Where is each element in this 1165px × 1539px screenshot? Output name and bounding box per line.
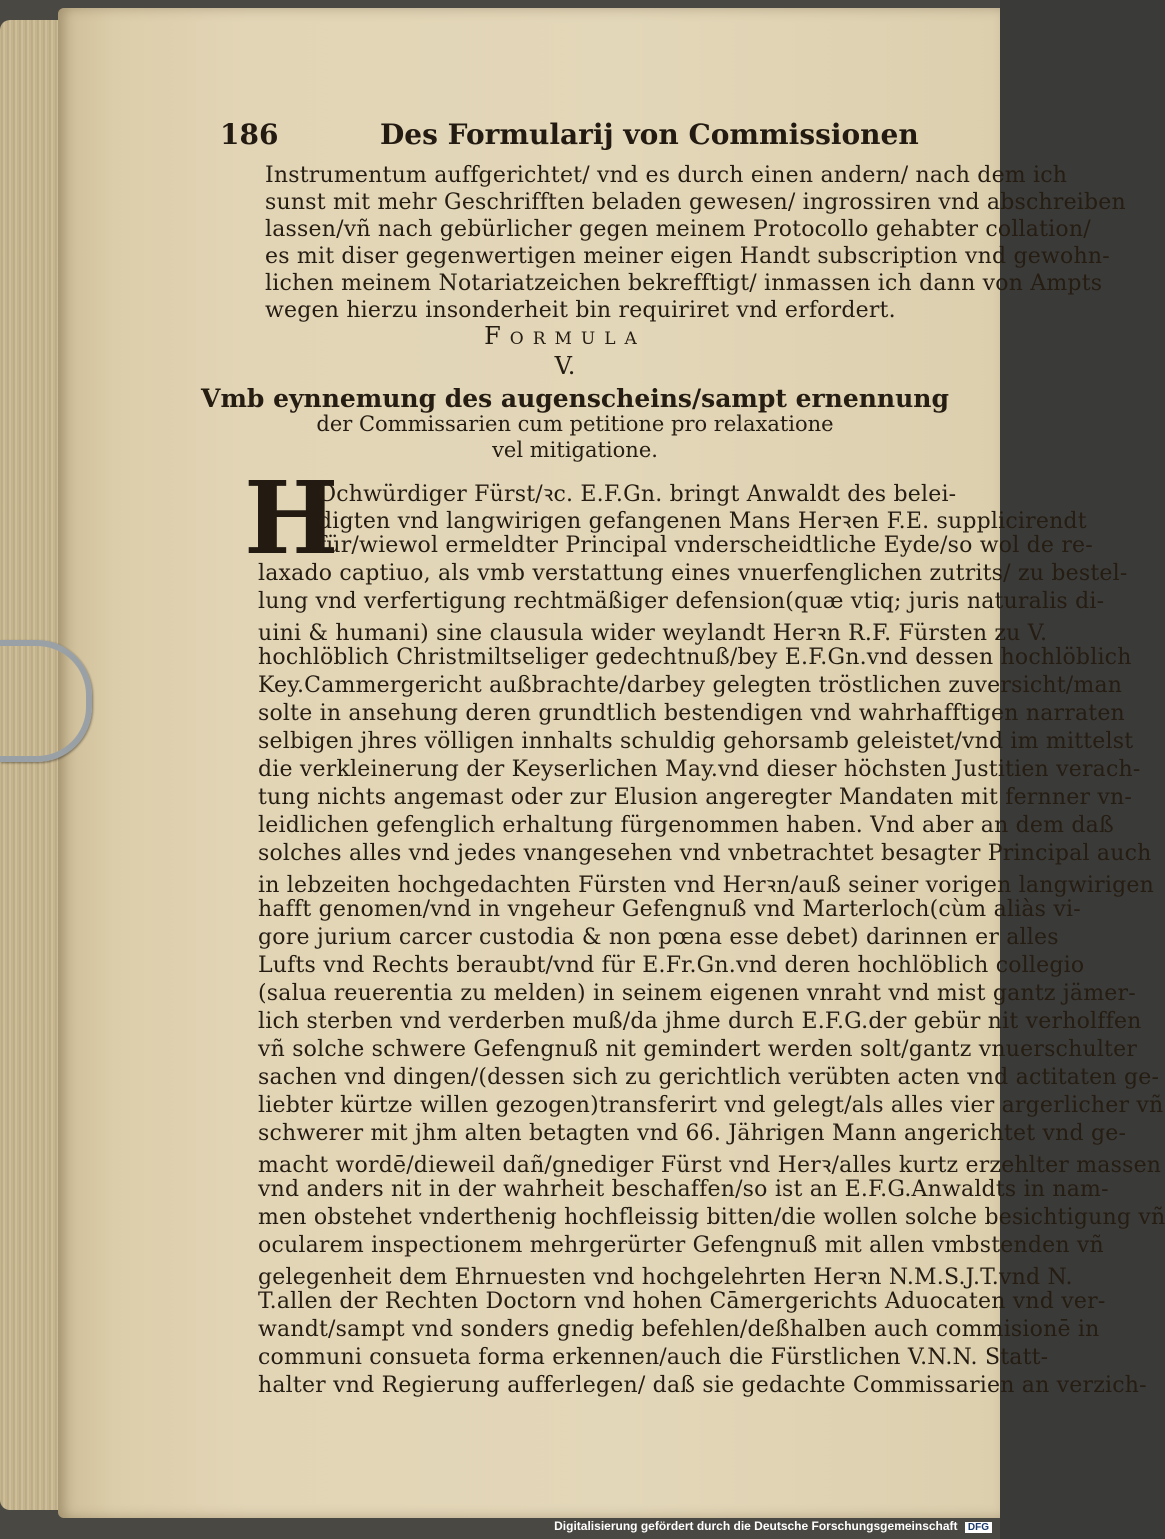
text-line: lassen/vñ nach gebürlicher gegen meinem Protocollo gehabter collation/ xyxy=(265,217,1091,242)
dfg-logo: DFG xyxy=(965,1522,992,1533)
text-line: solte in ansehung deren grundtlich bestendigen vnd wahrhafftigen narraten xyxy=(258,701,1125,726)
text-line: gelegenheit dem Ehrnuesten vnd hochgelehrten Herꝛn N.M.S.J.T.vnd N. xyxy=(258,1265,1073,1290)
text-line: sachen vnd dingen/(dessen sich zu gerichtlich verübten acten vnd actitaten ge- xyxy=(258,1065,1160,1090)
section-title-line: der Commissarien cum petitione pro relaxatione xyxy=(316,412,834,436)
text-line: wegen hierzu insonderheit bin requiriret vnd erfordert. xyxy=(265,298,896,323)
text-line: gore jurium carcer custodia & non pœna esse debet) darinnen er alles xyxy=(258,925,1059,950)
text-line: laxado captiuo, als vmb verstattung eines vnuerfenglichen zutrits/ zu bestel- xyxy=(258,561,1128,586)
text-line: wandt/sampt vnd sonders gnedig befehlen/deßhalben auch commisionē in xyxy=(258,1317,1100,1342)
text-line: men obstehet vnderthenig hochfleissig bitten/die wollen solche besichtigung vñ xyxy=(258,1205,1165,1230)
text-line: es mit diser gegenwertigen meiner eigen Handt subscription vnd gewohn- xyxy=(265,244,1110,269)
text-line: selbigen jhres völligen innhalts schuldig gehorsamb geleistet/vnd im mittelst xyxy=(258,729,1134,754)
text-line: solches alles vnd jedes vnangesehen vnd vnbetrachtet besagter Principal auch xyxy=(258,841,1152,866)
text-line: Lufts vnd Rechts beraubt/vnd für E.Fr.Gn.vnd deren hochlöblich collegio xyxy=(258,953,1085,978)
text-line: tung nichts angemast oder zur Elusion angeregter Mandaten mit fernner vn- xyxy=(258,785,1133,810)
text-line: lichen meinem Notariatzeichen bekrefftigt/ inmassen ich dann von Ampts xyxy=(265,271,1103,296)
text-line: digten vnd langwirigen gefangenen Mans Herꝛen F.E. supplicirendt xyxy=(318,509,1087,534)
text-line: halter vnd Regierung aufferlegen/ daß sie gedachte Commissarien an verzich- xyxy=(258,1373,1147,1398)
text-line: schwerer mit jhm alten betagten vnd 66. Jährigen Mann angerichtet vnd ge- xyxy=(258,1121,1127,1146)
section-title-line: vel mitigatione. xyxy=(492,438,658,462)
decorated-initial: H xyxy=(244,459,339,577)
text-line: ocularem inspectionem mehrgerürter Gefengnuß mit allen vmbstenden vñ xyxy=(258,1233,1104,1258)
section-formula-heading: Formula xyxy=(484,322,646,350)
credit-text: Digitalisierung gefördert durch die Deutsche Forschungsgemeinschaft xyxy=(554,1519,958,1533)
text-line: in lebzeiten hochgedachten Fürsten vnd Herꝛn/auß seiner vorigen langwirigen xyxy=(258,873,1154,898)
section-title-line: Vmb eynnemung des augenscheins/sampt ernennung xyxy=(201,384,949,413)
text-line: die verkleinerung der Keyserlichen May.vnd dieser höchsten Justitien verach- xyxy=(258,757,1141,782)
text-line: macht wordē/dieweil dañ/gnediger Fürst vnd Herꝛ/alles kurtz erzehlter massen xyxy=(258,1153,1162,1178)
text-line: T.allen der Rechten Doctorn vnd hohen Cāmergerichts Aduocaten vnd ver- xyxy=(258,1289,1106,1314)
text-line: hochlöblich Christmiltseliger gedechtnuß/bey E.F.Gn.vnd dessen hochlöblich xyxy=(258,645,1132,670)
text-line: (salua reuerentia zu melden) in seinem eigenen vnraht vnd mist gantz jämer- xyxy=(258,981,1136,1006)
text-line: Key.Cammergericht außbrachte/darbey gelegten tröstlichen zuversicht/man xyxy=(258,673,1123,698)
text-line: Ochwürdiger Fürst/ꝛc. E.F.Gn. bringt Anwaldt des belei- xyxy=(318,482,957,507)
text-line: Instrumentum auffgerichtet/ vnd es durch einen andern/ nach dem ich xyxy=(265,163,1068,188)
text-line: vñ solche schwere Gefengnuß nit gemindert werden solt/gantz vnuerschulter xyxy=(258,1037,1138,1062)
running-title: Des Formularij von Commissionen xyxy=(380,118,919,151)
text-line: vnd anders nit in der wahrheit beschaffen/so ist an E.F.G.Anwaldts in nam- xyxy=(258,1177,1109,1202)
text-line: lich sterben vnd verderben muß/da jhme durch E.F.G.der gebür nit verholffen xyxy=(258,1009,1142,1034)
text-line: für/wiewol ermeldter Principal vnderscheidtliche Eyde/so wol de re- xyxy=(318,533,1093,558)
text-line: sunst mit mehr Geschrifften beladen gewesen/ ingrossiren vnd abschreiben xyxy=(265,190,1126,215)
page-number: 186 xyxy=(220,118,279,151)
text-line: hafft genomen/vnd in vngeheur Gefengnuß vnd Marterloch(cùm aliàs vi- xyxy=(258,897,1081,922)
section-numeral: V. xyxy=(554,352,576,380)
text-line: communi consueta forma erkennen/auch die Fürstlichen V.N.N. Statt- xyxy=(258,1345,1049,1370)
page-header xyxy=(220,118,919,158)
text-line: leidlichen gefenglich erhaltung fürgenommen haben. Vnd aber an dem daß xyxy=(258,813,1114,838)
text-line: uini & humani) sine clausula wider weylandt Herꝛn R.F. Fürsten zu V. xyxy=(258,621,1048,646)
text-line: lung vnd verfertigung rechtmäßiger defension(quæ vtiq; juris naturalis di- xyxy=(258,589,1105,614)
text-line: liebter kürtze willen gezogen)transferirt vnd gelegt/als alles vier argerlicher vñ xyxy=(258,1093,1164,1118)
digitization-credit xyxy=(554,1519,992,1533)
